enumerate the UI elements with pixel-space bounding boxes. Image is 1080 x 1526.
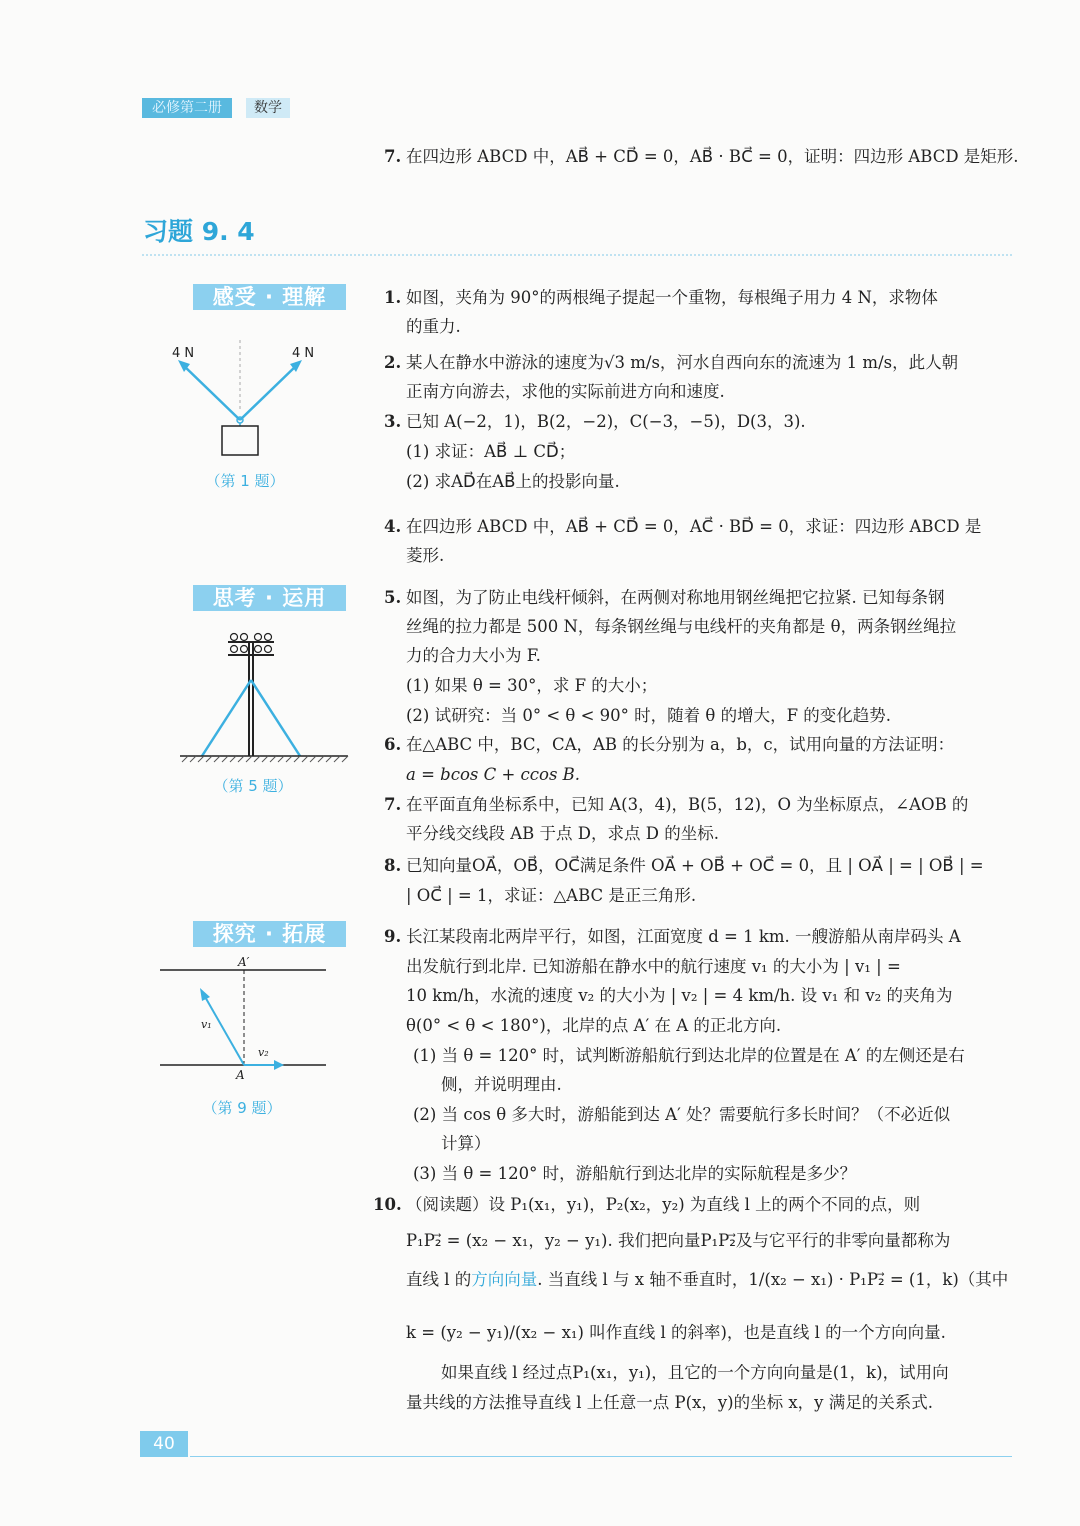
problem-text: 的重力. xyxy=(406,317,461,336)
problem-text: . 当直线 l 与 x 轴不垂直时，1/(x₂ − x₁) · P₁P₂⃗ = (1，k)（其中 xyxy=(537,1270,1009,1289)
problem-number: 8. xyxy=(384,856,402,875)
v1-label: v₁ xyxy=(201,1018,212,1031)
problem-text: 在平面直角坐标系中，已知 A(3，4)，B(5，12)，O 为坐标原点，∠AOB 的 xyxy=(406,795,969,814)
problem-number: 7. xyxy=(384,147,402,166)
problem-number: 2. xyxy=(384,353,402,372)
problem-text: (3) 当 θ = 120° 时，游船航行到达北岸的实际航程是多少？ xyxy=(413,1164,857,1183)
figure-1-caption: （第 1 题） xyxy=(205,472,285,490)
problem-text: 长江某段南北两岸平行，如图，江面宽度 d = 1 km. 一艘游船从南岸码头 A xyxy=(406,927,961,946)
problem-text: 10 km/h，水流的速度 v₂ 的大小为 | v₂ | = 4 km/h. 设 v₁ 和 v₂ 的夹角为 xyxy=(406,986,953,1005)
footer-rule xyxy=(190,1456,1012,1457)
badge-explore: 探究 · 拓展 xyxy=(193,921,346,947)
subject-label: 数学 xyxy=(246,98,290,118)
problem-text: k = (y₂ − y₁)/(x₂ − x₁) 叫作直线 l 的斜率)，也是直线 l 的一个方向向量. xyxy=(406,1323,946,1342)
direction-vector-term: 方向向量 xyxy=(471,1270,538,1289)
problem-1 xyxy=(384,283,938,312)
badge-apply: 思考 · 运用 xyxy=(193,585,346,611)
section-divider xyxy=(142,254,1012,256)
problem-text: 菱形. xyxy=(406,546,445,565)
problem-10 xyxy=(373,1190,920,1219)
point-a-label: A xyxy=(236,1068,245,1082)
figure-5-caption: （第 5 题） xyxy=(213,777,293,795)
problem-text: 平分线交线段 AB 于点 D，求点 D 的坐标. xyxy=(406,824,719,843)
problem-text: 力的合力大小为 F. xyxy=(406,646,541,665)
page-number: 40 xyxy=(140,1431,188,1457)
problem-text: 在四边形 ABCD 中，AB⃗ + CD⃗ = 0，AB⃗ · BC⃗ = 0，证明：四边形 ABCD 是矩形. xyxy=(406,147,1019,166)
problem-2 xyxy=(384,348,958,377)
force-label-left: 4 N xyxy=(172,346,195,361)
problem-text: 已知 A(−2，1)，B(2，−2)，C(−3，−5)，D(3，3). xyxy=(406,412,806,431)
problem-10-line-3 xyxy=(406,1265,1008,1294)
point-a-prime-label: A′ xyxy=(238,955,250,969)
problem-text: 在△ABC 中，BC，CA，AB 的长分别为 a，b，c，试用向量的方法证明： xyxy=(406,735,955,754)
problem-7 xyxy=(384,790,968,819)
problem-3 xyxy=(384,407,806,436)
problem-text: 在四边形 ABCD 中，AB⃗ + CD⃗ = 0，AC⃗ · BD⃗ = 0，求证：四边形 ABCD 是 xyxy=(406,517,982,536)
problem-text: (1) 如果 θ = 30°，求 F 的大小； xyxy=(406,676,658,695)
problem-text: θ(0° < θ < 180°)，北岸的点 A′ 在 A 的正北方向. xyxy=(406,1016,782,1035)
problem-text: 正南方向游去，求他的实际前进方向和速度. xyxy=(406,382,725,401)
river-figure xyxy=(158,955,333,1085)
problem-number: 9. xyxy=(384,927,402,946)
problem-number: 5. xyxy=(384,588,402,607)
section-title: 习题 9. 4 xyxy=(143,217,255,246)
top-problem xyxy=(384,142,1019,171)
problem-text: 如图，夹角为 90°的两根绳子提起一个重物，每根绳子用力 4 N，求物体 xyxy=(406,288,938,307)
problem-number: 4. xyxy=(384,517,402,536)
problem-text: (1) 当 θ = 120° 时，试判断游船航行到达北岸的位置是在 A′ 的左侧还是右 xyxy=(413,1046,965,1065)
problem-text: P₁P₂⃗ = (x₂ − x₁，y₂ − y₁). 我们把向量P₁P₂⃗及与它平行的非零向量都称为 xyxy=(406,1231,951,1250)
problem-text: (2) 当 cos θ 多大时，游船能到达 A′ 处？需要航行多长时间？（不必近似 xyxy=(413,1105,951,1124)
problem-text: (2) 试研究：当 0° < θ < 90° 时，随着 θ 的增大，F 的变化趋势. xyxy=(406,706,892,725)
problem-5 xyxy=(384,583,945,612)
problem-8 xyxy=(384,851,984,880)
problem-number: 3. xyxy=(384,412,402,431)
badge-understand: 感受 · 理解 xyxy=(193,284,346,310)
problem-number: 7. xyxy=(384,795,402,814)
pole-figure xyxy=(178,628,353,768)
problem-number: 6. xyxy=(384,735,402,754)
problem-text: | OC⃗ | = 1，求证：△ABC 是正三角形. xyxy=(406,886,697,905)
book-label: 必修第二册 xyxy=(142,98,232,118)
problem-text: 直线 l 的 xyxy=(406,1270,472,1289)
problem-text: 丝绳的拉力都是 500 N，每条钢丝绳与电线杆的夹角都是 θ，两条钢丝绳拉 xyxy=(406,617,957,636)
problem-text: (1) 求证：AB⃗ ⊥ CD⃗； xyxy=(406,442,576,461)
problem-text: （阅读题）设 P₁(x₁，y₁)，P₂(x₂，y₂) 为直线 l 上的两个不同的点，则 xyxy=(406,1195,921,1214)
problem-text: 如图，为了防止电线杆倾斜，在两侧对称地用钢丝绳把它拉紧. 已知每条钢 xyxy=(406,588,945,607)
problem-9 xyxy=(384,922,961,951)
problem-6 xyxy=(384,730,954,759)
problem-number: 1. xyxy=(384,288,402,307)
problem-text: 侧，并说明理由. xyxy=(441,1075,562,1094)
problem-text: 计算） xyxy=(441,1134,491,1153)
problem-text: 如果直线 l 经过点P₁(x₁，y₁)，且它的一个方向向量是(1，k)，试用向 xyxy=(441,1363,949,1382)
problem-text: (2) 求AD⃗在AB⃗上的投影向量. xyxy=(406,472,620,491)
problem-text: 量共线的方法推导直线 l 上任意一点 P(x，y)的坐标 x，y 满足的关系式. xyxy=(406,1393,933,1412)
figure-9-caption: （第 9 题） xyxy=(202,1099,282,1117)
problem-text: 出发航行到北岸. 已知游船在静水中的航行速度 v₁ 的大小为 | v₁ | = xyxy=(406,957,901,976)
problem-text: a = bcos C + ccos B. xyxy=(406,765,581,784)
v2-label: v₂ xyxy=(258,1046,269,1059)
problem-text: 某人在静水中游泳的速度为√3 m/s，河水自西向东的流速为 1 m/s，此人朝 xyxy=(406,353,959,372)
force-label-right: 4 N xyxy=(292,346,315,361)
problem-text: 已知向量OA⃗，OB⃗，OC⃗满足条件 OA⃗ + OB⃗ + OC⃗ = 0，且 | OA⃗ | = | OB⃗ | = xyxy=(406,856,984,875)
problem-4 xyxy=(384,512,981,541)
problem-number: 10. xyxy=(373,1195,402,1214)
